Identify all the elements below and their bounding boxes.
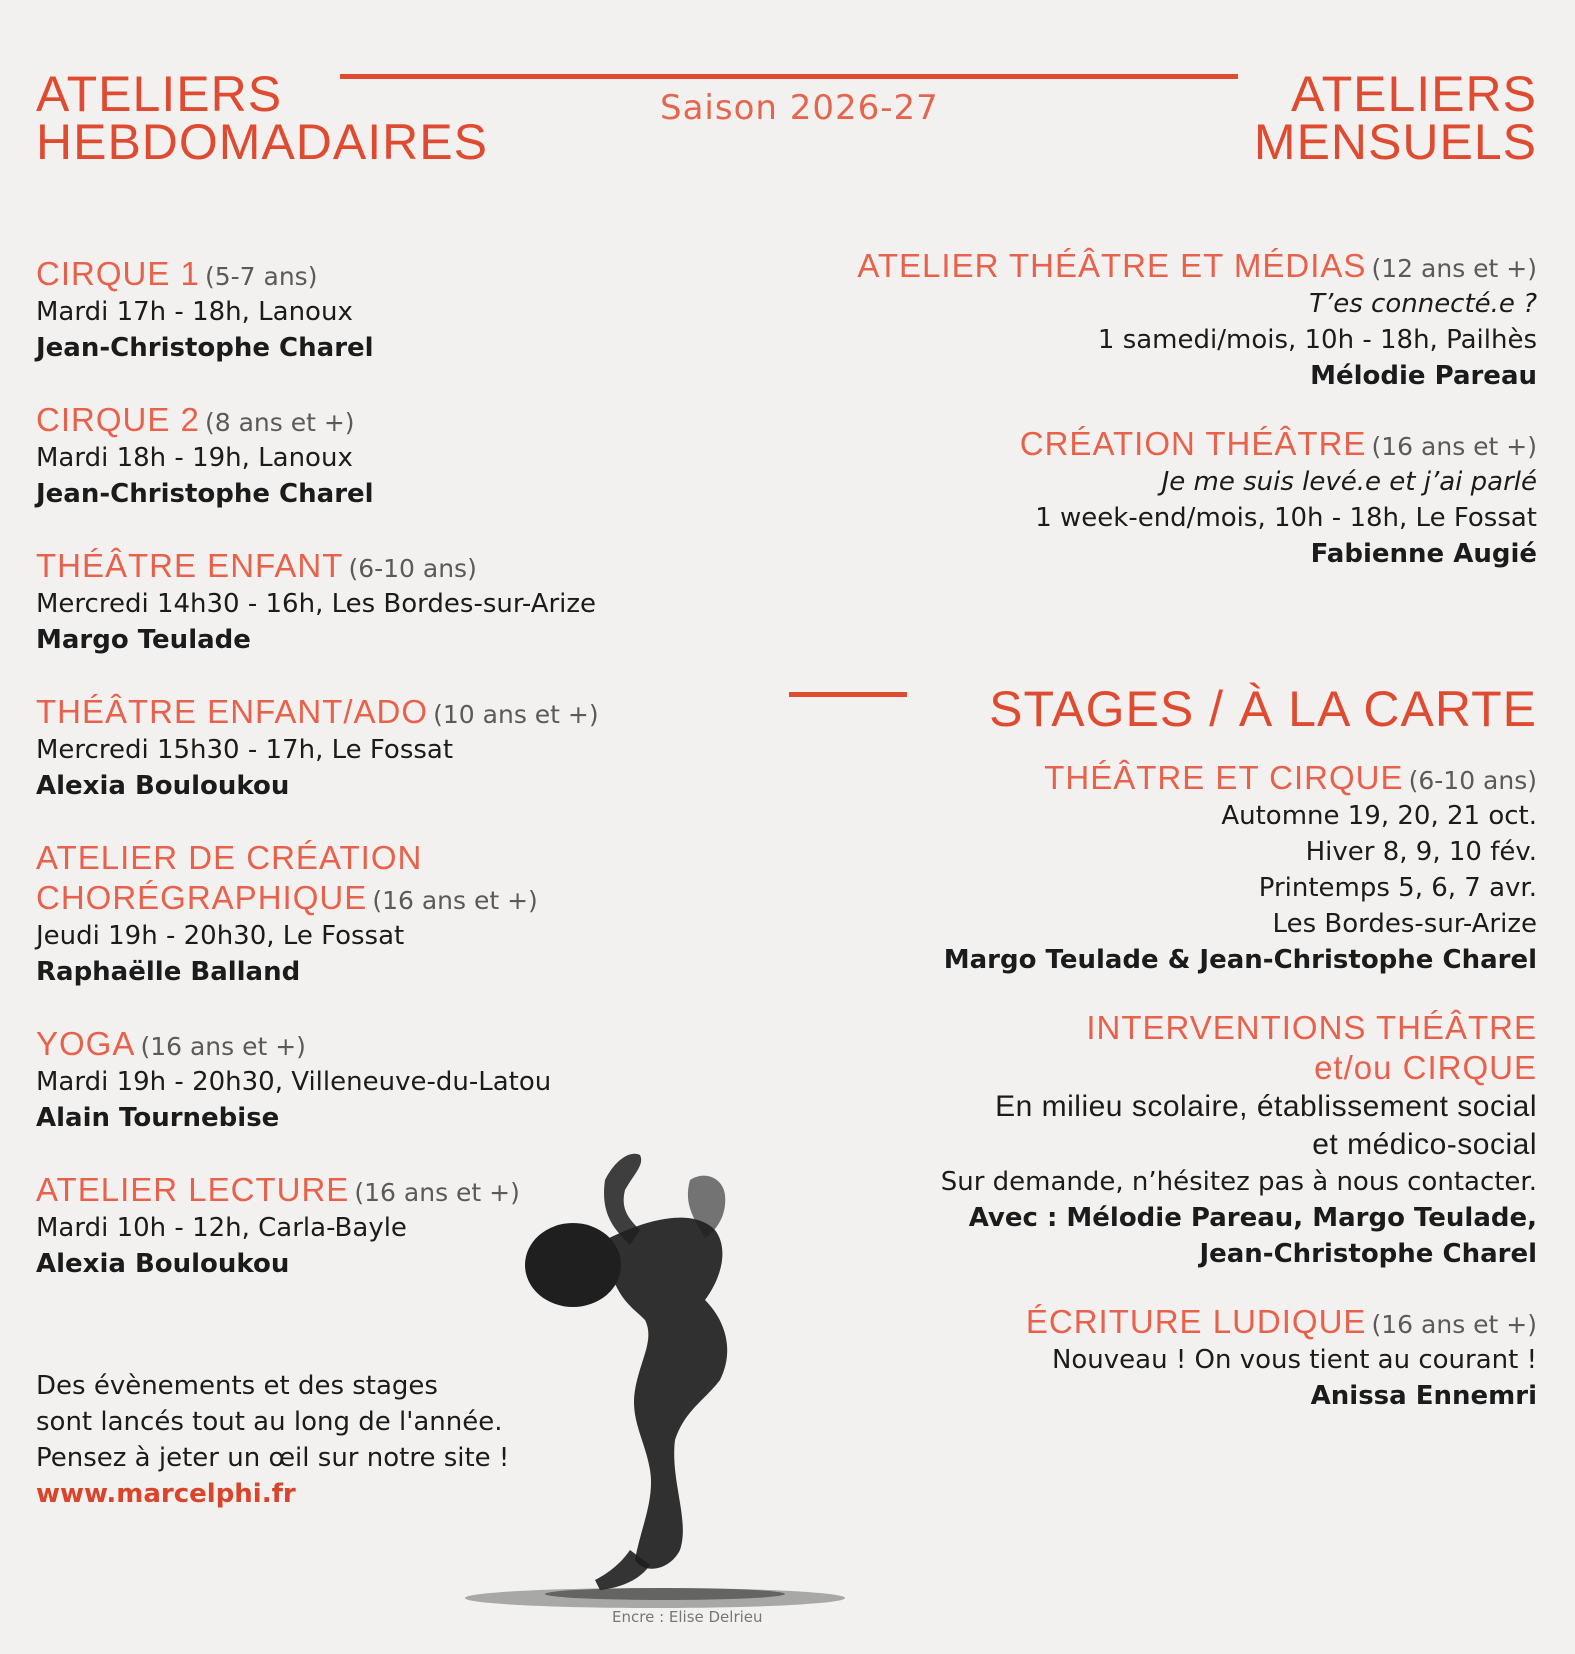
- workshop-item: [36, 254, 716, 366]
- stage-title: THÉÂTRE ET CIRQUE: [1044, 759, 1404, 796]
- stage-date: Hiver 8, 9, 10 fév.: [1305, 837, 1537, 867]
- workshop-schedule: Mercredi 14h30 - 16h, Les Bordes-sur-Arize: [36, 589, 597, 619]
- workshop-schedule: 1 week-end/mois, 10h - 18h, Le Fossat: [1035, 503, 1537, 533]
- stage-teacher-cont: Jean-Christophe Charel: [1199, 1239, 1537, 1269]
- workshop-title: CRÉATION THÉÂTRE: [1019, 425, 1367, 462]
- stages-heading: STAGES / À LA CARTE: [989, 681, 1537, 737]
- workshop-item: [36, 400, 716, 512]
- season-label: Saison 2026-27: [660, 88, 939, 128]
- workshop-title: ATELIER LECTURE: [36, 1171, 350, 1208]
- stages-rule: [789, 692, 907, 697]
- stage-teacher: Anissa Ennemri: [1310, 1381, 1537, 1411]
- note-line: sont lancés tout au long de l'année.: [36, 1407, 503, 1437]
- workshop-schedule: Mardi 17h - 18h, Lanoux: [36, 297, 353, 327]
- header-rule: [340, 74, 1238, 79]
- monthly-list: [757, 246, 1537, 602]
- stage-teacher: Avec : Mélodie Pareau, Margo Teulade,: [968, 1203, 1537, 1233]
- workshop-title: THÉÂTRE ENFANT: [36, 547, 344, 584]
- stage-info: Sur demande, n’hésitez pas à nous contacter.: [940, 1167, 1537, 1197]
- workshop-item: [757, 424, 1537, 572]
- stage-item: [757, 758, 1537, 978]
- note-line: Pensez à jeter un œil sur notre site !: [36, 1443, 510, 1473]
- workshop-age: (5-7 ans): [204, 262, 318, 291]
- workshop-subtitle: Je me suis levé.e et j’ai parlé: [1161, 467, 1537, 497]
- workshop-teacher: Jean-Christophe Charel: [36, 333, 374, 363]
- workshop-age: (16 ans et +): [1371, 432, 1537, 461]
- workshop-age: (16 ans et +): [354, 1178, 520, 1207]
- workshop-age: (12 ans et +): [1371, 254, 1537, 283]
- workshop-schedule: Jeudi 19h - 20h30, Le Fossat: [36, 921, 405, 951]
- workshop-schedule: Mardi 10h - 12h, Carla-Bayle: [36, 1213, 407, 1243]
- stage-title: INTERVENTIONS THÉÂTRE: [1086, 1009, 1537, 1046]
- ink-dancer-illustration: [455, 1120, 865, 1610]
- workshop-item: [36, 838, 716, 990]
- workshop-teacher: Alexia Bouloukou: [36, 771, 290, 801]
- workshop-title: CIRQUE 2: [36, 401, 200, 438]
- workshop-title: ATELIER THÉÂTRE ET MÉDIAS: [857, 247, 1367, 284]
- weekly-heading-line2: HEBDOMADAIRES: [36, 114, 488, 170]
- stage-context-cont: et médico-social: [1312, 1128, 1537, 1161]
- workshop-item: [757, 246, 1537, 394]
- stages-list: [757, 758, 1537, 1444]
- workshop-teacher: Jean-Christophe Charel: [36, 479, 374, 509]
- weekly-heading: [36, 66, 488, 170]
- workshop-title-cont: CHORÉGRAPHIQUE: [36, 879, 368, 916]
- stage-item: [757, 1302, 1537, 1414]
- workshop-age: (10 ans et +): [433, 700, 599, 729]
- stage-age: (6-10 ans): [1408, 766, 1537, 795]
- stage-teacher: Margo Teulade & Jean-Christophe Charel: [943, 945, 1537, 975]
- stage-title: ÉCRITURE LUDIQUE: [1025, 1303, 1367, 1340]
- workshop-schedule: 1 samedi/mois, 10h - 18h, Pailhès: [1097, 325, 1537, 355]
- monthly-heading: [1253, 66, 1537, 170]
- workshop-age: (6-10 ans): [348, 554, 477, 583]
- workshop-age: (16 ans et +): [140, 1032, 306, 1061]
- events-note: [36, 1368, 509, 1512]
- stage-item: [757, 1008, 1537, 1272]
- workshop-schedule: Mardi 19h - 20h30, Villeneuve-du-Latou: [36, 1067, 552, 1097]
- workshop-teacher: Margo Teulade: [36, 625, 251, 655]
- monthly-heading-line2: MENSUELS: [1253, 114, 1537, 170]
- stage-date: Automne 19, 20, 21 oct.: [1221, 801, 1537, 831]
- stage-date: Printemps 5, 6, 7 avr.: [1258, 873, 1537, 903]
- stage-age: (16 ans et +): [1371, 1310, 1537, 1339]
- workshop-teacher: Mélodie Pareau: [1310, 361, 1537, 391]
- stage-location: Les Bordes-sur-Arize: [1272, 909, 1537, 939]
- workshop-title: YOGA: [36, 1025, 136, 1062]
- workshop-subtitle: T’es connecté.e ?: [1309, 289, 1537, 319]
- note-line: Des évènements et des stages: [36, 1371, 438, 1401]
- stage-title-cont: et/ou CIRQUE: [1314, 1049, 1537, 1086]
- workshop-item: [36, 692, 716, 804]
- illustration-credit: Encre : Elise Delrieu: [612, 1608, 763, 1626]
- workshop-age: (8 ans et +): [204, 408, 355, 437]
- workshop-teacher: Fabienne Augié: [1310, 539, 1537, 569]
- workshop-schedule: Mercredi 15h30 - 17h, Le Fossat: [36, 735, 454, 765]
- workshop-title: ATELIER DE CRÉATION: [36, 839, 423, 876]
- workshop-title: THÉÂTRE ENFANT/ADO: [36, 693, 429, 730]
- workshop-teacher: Alexia Bouloukou: [36, 1249, 290, 1279]
- workshop-teacher: Raphaëlle Balland: [36, 957, 301, 987]
- stage-context: En milieu scolaire, établissement social: [995, 1090, 1537, 1123]
- workshop-schedule: Mardi 18h - 19h, Lanoux: [36, 443, 353, 473]
- workshop-item: [36, 546, 716, 658]
- weekly-heading-line1: ATELIERS: [36, 66, 283, 122]
- website-link[interactable]: www.marcelphi.fr: [36, 1479, 296, 1509]
- monthly-heading-line1: ATELIERS: [1290, 66, 1537, 122]
- workshop-title: CIRQUE 1: [36, 255, 200, 292]
- workshop-teacher: Alain Tournebise: [36, 1103, 280, 1133]
- stage-info: Nouveau ! On vous tient au courant !: [1051, 1345, 1537, 1375]
- workshop-age: (16 ans et +): [372, 886, 538, 915]
